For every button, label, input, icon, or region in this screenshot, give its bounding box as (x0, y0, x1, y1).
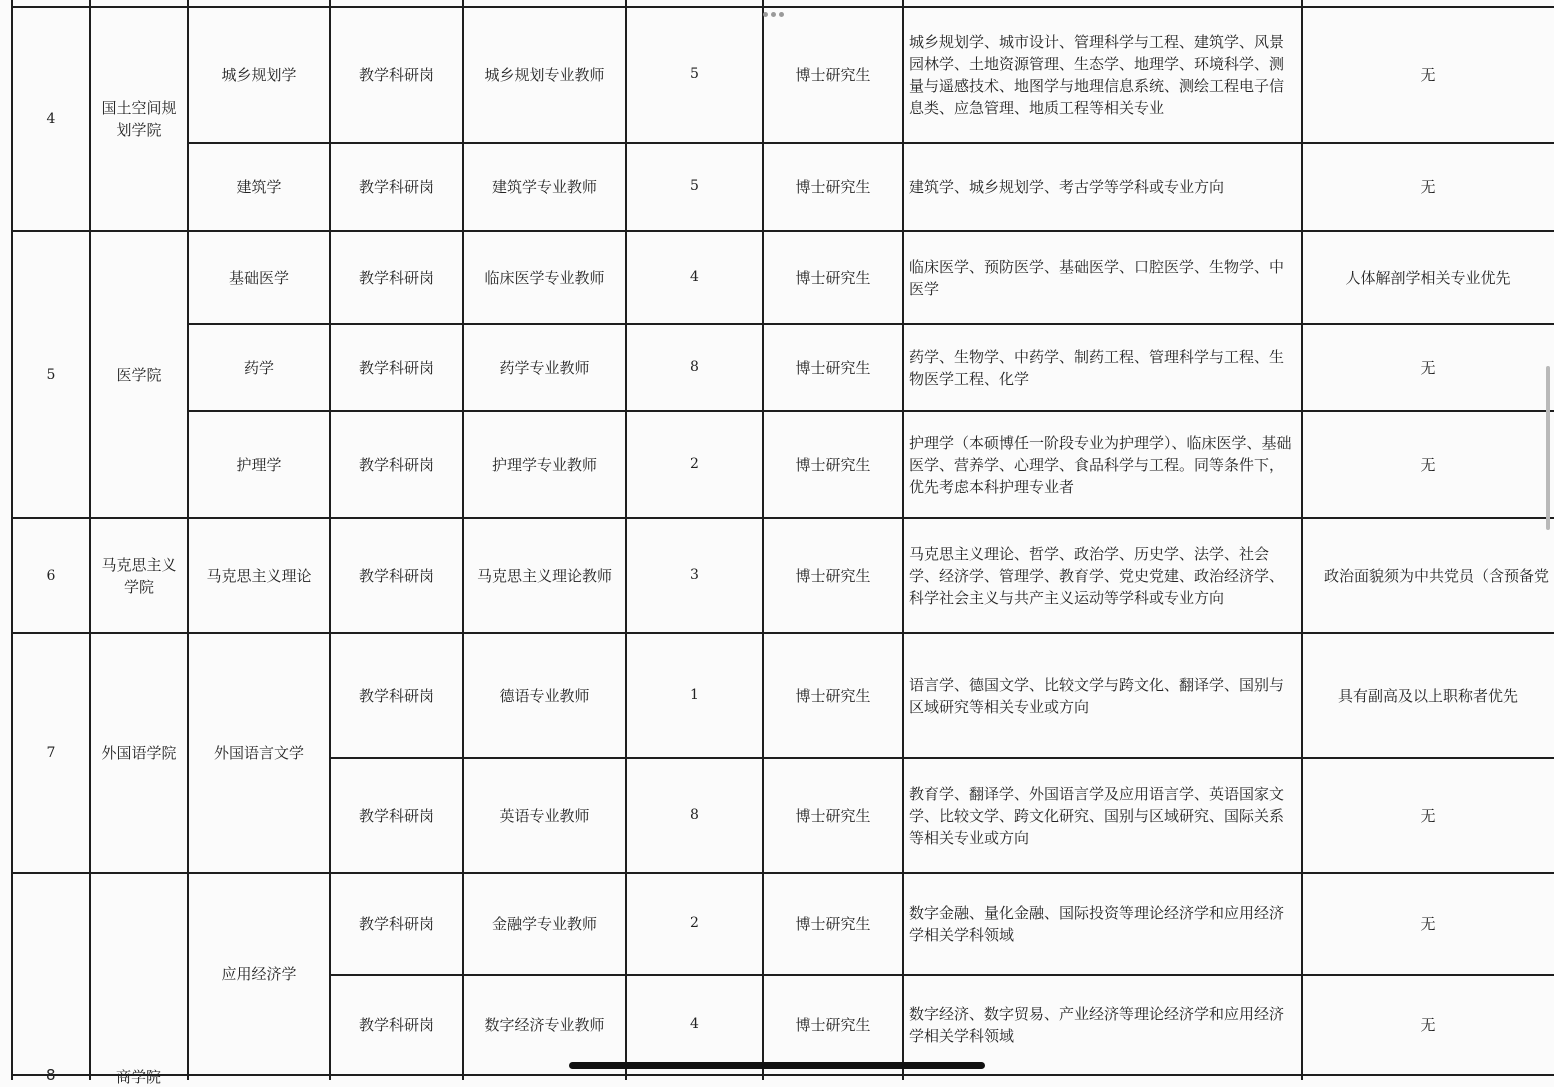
post-type-text: 教学科研岗 (358, 806, 434, 825)
post-name-text: 临床医学专业教师 (484, 268, 605, 287)
row-number (12, 231, 90, 518)
degree-requirement-text: 博士研究生 (795, 686, 871, 705)
post-name (463, 975, 626, 1075)
other-requirement (1302, 758, 1554, 873)
major-requirement (903, 143, 1302, 231)
major-requirement (903, 518, 1302, 633)
post-name-text: 英语专业教师 (499, 806, 590, 825)
other-requirement (1302, 873, 1554, 975)
college-name-text: 马克思主义学院 (101, 555, 177, 596)
major-requirement (903, 758, 1302, 873)
post-name-text: 马克思主义理论教师 (476, 566, 612, 585)
major-requirement (903, 231, 1302, 324)
other-requirement (1302, 7, 1554, 143)
discipline-name-text: 护理学 (236, 455, 282, 474)
post-name (463, 633, 626, 758)
post-name-text: 建筑学专业教师 (491, 178, 597, 196)
college-name (90, 7, 188, 231)
discipline-name (188, 143, 330, 231)
headcount-text: 4 (690, 1016, 699, 1032)
home-indicator-bar[interactable] (569, 1062, 985, 1069)
degree-requirement (763, 873, 903, 975)
post-name (463, 873, 626, 975)
degree-requirement-text: 博士研究生 (795, 268, 871, 287)
row-number-text: 4 (46, 111, 56, 127)
degree-requirement (763, 518, 903, 633)
degree-requirement-text: 博士研究生 (795, 178, 871, 196)
major-requirement-text: 马克思主义理论、哲学、政治学、历史学、法学、社会学、经济学、管理学、教育学、党史党建、政治经济学、科学社会主义与共产主义运动等学科或专业方向 (909, 544, 1285, 607)
post-type (330, 7, 463, 143)
post-name (463, 518, 626, 633)
post-name-text: 德语专业教师 (499, 686, 590, 705)
row-number (12, 633, 90, 873)
headcount (626, 231, 763, 322)
row-number-partial: 8 (46, 1066, 56, 1084)
major-requirement (903, 411, 1302, 518)
row-number-text: 5 (46, 366, 56, 383)
post-type-text: 教学科研岗 (358, 66, 434, 84)
headcount-text: 5 (690, 178, 699, 194)
post-type-text: 教学科研岗 (358, 686, 434, 705)
discipline-name (188, 231, 330, 324)
discipline-name (188, 518, 330, 633)
post-type-text: 教学科研岗 (358, 1016, 434, 1034)
degree-requirement-text: 博士研究生 (795, 915, 871, 933)
post-type-text: 教学科研岗 (358, 566, 434, 585)
headcount (626, 411, 763, 516)
row-number (12, 518, 90, 633)
post-type-text: 教学科研岗 (358, 915, 434, 933)
college-name (90, 633, 188, 873)
degree-requirement (763, 633, 903, 758)
post-name (463, 7, 626, 143)
other-requirement-text: 人体解剖学相关专业优先 (1345, 268, 1511, 287)
major-requirement-text: 语言学、德国文学、比较文学与跨文化、翻译学、国别与区域研究等相关专业或方向 (909, 675, 1285, 716)
discipline-name-text: 城乡规划学 (221, 66, 297, 84)
degree-requirement-text: 博士研究生 (795, 806, 871, 825)
headcount-text: 2 (690, 455, 699, 472)
headcount (626, 633, 763, 756)
more-options-dots-icon[interactable] (763, 12, 784, 17)
discipline-name (188, 411, 330, 518)
other-requirement (1302, 231, 1554, 324)
row-number (12, 7, 90, 231)
headcount-text: 3 (690, 566, 699, 583)
degree-requirement (763, 143, 903, 231)
post-type (330, 975, 463, 1075)
discipline-name-text: 马克思主义理论 (206, 566, 312, 585)
other-requirement (1302, 518, 1554, 633)
discipline-name-text: 应用经济学 (221, 965, 297, 983)
other-requirement (1302, 975, 1554, 1075)
degree-requirement-text: 博士研究生 (795, 358, 871, 377)
headcount (626, 758, 763, 871)
major-requirement-text: 临床医学、预防医学、基础医学、口腔医学、生物学、中医学 (909, 257, 1285, 298)
degree-requirement-text: 博士研究生 (795, 455, 871, 474)
row-number-text: 6 (46, 567, 56, 584)
headcount-text: 8 (690, 358, 699, 375)
major-requirement-text: 数字经济、数字贸易、产业经济等理论经济学和应用经济学相关学科领域 (909, 1005, 1285, 1045)
post-type (330, 518, 463, 633)
discipline-name (188, 873, 330, 1075)
post-type-text: 教学科研岗 (358, 178, 434, 196)
headcount-text: 1 (690, 686, 699, 703)
post-name (463, 143, 626, 231)
post-type (330, 324, 463, 411)
other-requirement-text: 无 (1420, 455, 1436, 474)
post-name-text: 数字经济专业教师 (484, 1016, 605, 1034)
post-type-text: 教学科研岗 (358, 268, 434, 287)
other-requirement-text: 无 (1420, 178, 1436, 196)
post-type-text: 教学科研岗 (358, 455, 434, 474)
discipline-name (188, 324, 330, 411)
vertical-scrollbar[interactable] (1546, 366, 1550, 530)
major-requirement-text: 城乡规划学、城市设计、管理科学与工程、建筑学、风景园林学、土地资源管理、生态学、地理学、环境科学、测量与遥感技术、地图学与地理信息系统、测绘工程电子信息类、应急管理、地质工程等相关专业 (909, 33, 1285, 117)
other-requirement (1302, 143, 1554, 231)
discipline-name (188, 633, 330, 873)
discipline-name-text: 建筑学 (236, 178, 282, 196)
other-requirement (1302, 324, 1554, 411)
degree-requirement (763, 758, 903, 873)
major-requirement (903, 324, 1302, 411)
post-name-text: 金融学专业教师 (491, 915, 597, 933)
degree-requirement (763, 231, 903, 324)
other-requirement-text: 无 (1420, 1016, 1436, 1034)
degree-requirement-text: 博士研究生 (795, 66, 871, 84)
other-requirement-text: 政治面貌须为中共党员（含预备党 (1324, 566, 1550, 585)
major-requirement-text: 药学、生物学、中药学、制药工程、管理科学与工程、生物医学工程、化学 (909, 347, 1285, 388)
headcount-text: 5 (690, 66, 699, 82)
degree-requirement (763, 7, 903, 143)
headcount-text: 8 (690, 806, 699, 823)
headcount (626, 873, 763, 973)
major-requirement-text: 建筑学、城乡规划学、考古学等学科或专业方向 (909, 178, 1225, 196)
other-requirement-text: 无 (1420, 915, 1436, 933)
post-name (463, 411, 626, 518)
college-name-text: 医学院 (116, 365, 162, 384)
headcount (626, 143, 763, 229)
other-requirement-text: 无 (1420, 66, 1436, 84)
college-name-partial: 商学院 (116, 1068, 162, 1086)
degree-requirement (763, 411, 903, 518)
other-requirement (1302, 633, 1554, 758)
headcount (626, 518, 763, 631)
major-requirement (903, 633, 1302, 758)
post-name (463, 231, 626, 324)
degree-requirement (763, 975, 903, 1075)
other-requirement (1302, 411, 1554, 518)
headcount-text: 2 (690, 915, 699, 931)
discipline-name-text: 外国语言文学 (213, 744, 304, 762)
other-requirement-text: 无 (1420, 358, 1436, 377)
headcount-text: 4 (690, 268, 699, 285)
major-requirement (903, 873, 1302, 975)
other-requirement-text: 具有副高及以上职称者优先 (1337, 686, 1518, 705)
post-type-text: 教学科研岗 (358, 358, 434, 377)
headcount (626, 324, 763, 409)
degree-requirement-text: 博士研究生 (795, 566, 871, 585)
major-requirement (903, 7, 1302, 143)
discipline-name (188, 7, 330, 143)
post-name-text: 药学专业教师 (499, 358, 590, 377)
degree-requirement-text: 博士研究生 (795, 1016, 871, 1034)
post-type (330, 143, 463, 231)
post-type (330, 231, 463, 324)
post-type (330, 411, 463, 518)
major-requirement-text: 护理学（本硕博任一阶段专业为护理学）、临床医学、基础医学、营养学、心理学、食品科学与工程。同等条件下，优先考虑本科护理专业者 (909, 433, 1292, 496)
headcount (626, 975, 763, 1073)
major-requirement-text: 教育学、翻译学、外国语言学及应用语言学、英语国家文学、比较文学、跨文化研究、国别与区域研究、国际关系等相关专业或方向 (909, 784, 1285, 847)
row-number-text: 7 (46, 745, 56, 761)
post-name (463, 758, 626, 873)
post-name-text: 城乡规划专业教师 (484, 66, 605, 84)
degree-requirement (763, 324, 903, 411)
other-requirement-text: 无 (1420, 806, 1436, 825)
post-name (463, 324, 626, 411)
college-name (90, 231, 188, 518)
post-type (330, 633, 463, 758)
discipline-name-text: 药学 (243, 358, 274, 377)
college-name (90, 518, 188, 633)
post-type (330, 758, 463, 873)
discipline-name-text: 基础医学 (228, 268, 289, 287)
college-name-text: 国土空间规划学院 (101, 99, 177, 139)
post-type (330, 873, 463, 975)
post-name-text: 护理学专业教师 (491, 455, 597, 474)
major-requirement (903, 975, 1302, 1075)
major-requirement-text: 数字金融、量化金融、国际投资等理论经济学和应用经济学相关学科领域 (909, 904, 1285, 944)
college-name-text: 外国语学院 (101, 744, 177, 762)
headcount (626, 7, 763, 141)
